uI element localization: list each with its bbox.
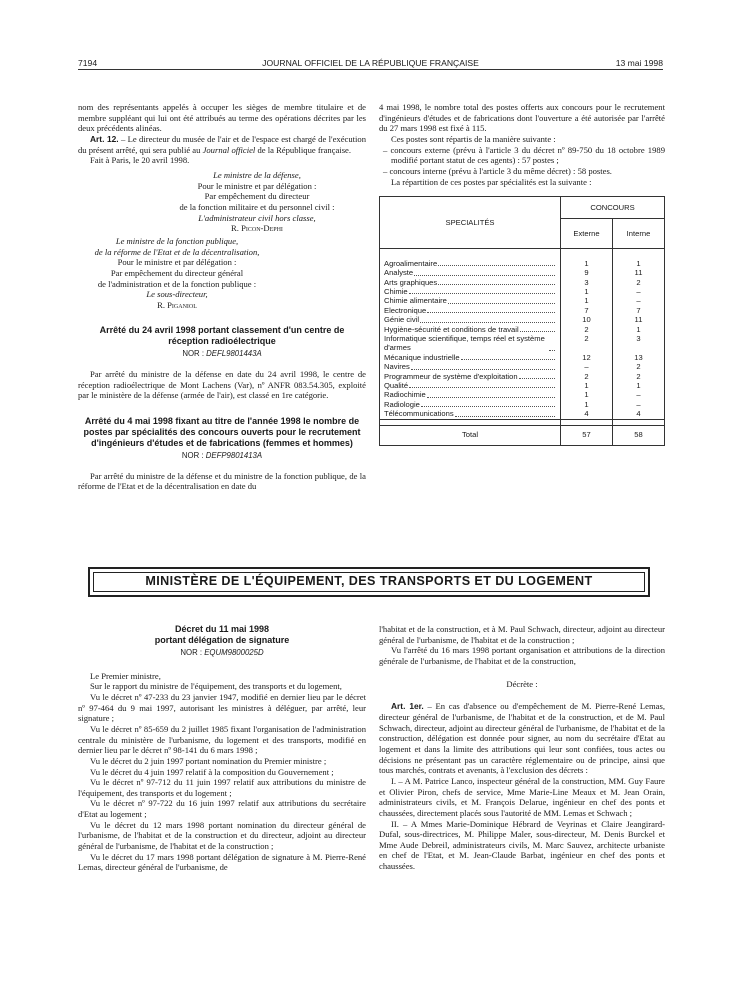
table-cell-externe: 12 (561, 353, 613, 362)
list-item: – concours externe (prévu à l'article 3 du décret nº 89-750 du 18 octobre 1989 modifié portant statut de ces agents) : 57 postes ; (383, 144, 665, 166)
table-cell-specialite: Chimie alimentaire (380, 296, 561, 305)
table-header-specialites: SPECIALITÉS (380, 197, 561, 249)
table-cell-interne: – (613, 296, 665, 305)
page-number: 7194 (78, 58, 98, 68)
table-cell-interne: 2 (613, 372, 665, 381)
table-row (380, 287, 665, 296)
nor-reference-1: NOR : DEFL9801443A (182, 349, 262, 359)
paragraph: Vu l'arrêté du 16 mars 1998 portant organisation et attributions de la direction générale de l'urbanisme, de l'habitat et de la construction, (379, 645, 665, 666)
table-cell-interne: 7 (613, 306, 665, 315)
table-cell-specialite: Informatique scientifique, temps réel et système d'armes (380, 334, 561, 353)
table-cell-specialite: Télécommunications (380, 409, 561, 419)
top-right-column (379, 102, 665, 446)
table-cell-specialite: Programmeur de système d'exploitation (380, 372, 561, 381)
table-total-row (380, 425, 665, 445)
paragraph: Vu le décret du 2 juin 1997 portant nomination du Premier ministre ; (90, 755, 327, 766)
journal-title: JOURNAL OFFICIEL DE LA RÉPUBLIQUE FRANÇAISE (262, 58, 479, 68)
paragraph: Ces postes sont répartis de la manière suivante : (391, 133, 556, 144)
table-cell-specialite: Agroalimentaire (380, 259, 561, 268)
table-row (380, 268, 665, 277)
paragraph: I. – A M. Patrice Lanco, inspecteur général de la construction, MM. Guy Faure et Olivier Piron, chefs de service, Mme Marie-Line Meaux et M. Jean Orain, administrateurs civils, et M. François Delarue, ingénieur en chef des ponts et chaussées, directement placés sous l'autorité de MM. Lemas et Schwach ; (379, 775, 665, 818)
decret-subtitle: portant délégation de signature (154, 634, 290, 645)
article-1: Art. 1er. – En cas d'absence ou d'empêchement de M. Pierre-René Lemas, directeur général de l'urbanisme, de l'habitat et de la construction, et de M. Paul Schwach, directeur, adjoint au directeur général de l'urbanisme, de l'habitat et de la construction, délégation est donnée pour signer, au nom du secrétaire d'Etat au logement et dans la limite des attributions qui leur sont confiées, tous actes ou décisions ne présentant pas un caractère réglementaire ou de principe, ainsi que tous marchés, contrats et avenants, à l'exclusion des décrets : (379, 701, 665, 776)
article-label: Art. 12. (90, 133, 119, 144)
signatory-name: R. Piganiol (157, 299, 197, 310)
table-cell-externe: 4 (561, 409, 613, 419)
total-interne: 58 (613, 425, 665, 445)
table-cell-externe: 2 (561, 325, 613, 334)
table-cell-specialite: Analyste (380, 268, 561, 277)
table-cell-interne: 2 (613, 362, 665, 371)
paragraph: Vu le décret nº 97-712 du 11 juin 1997 relatif aux attributions du ministre de l'équipement, des transports et du logement ; (78, 777, 366, 798)
decret-title: Décret du 11 mai 1998 (174, 624, 270, 634)
paragraph: Par arrêté du ministre de la défense et du ministre de la fonction publique, de la réforme de l'Etat et de la décentralisation en date du (78, 470, 366, 492)
table-cell-specialite: Chimie (380, 287, 561, 296)
bottom-right-column (379, 624, 665, 872)
table-cell-specialite: Mécanique industrielle (380, 353, 561, 362)
table-cell-interne: 11 (613, 315, 665, 324)
table-cell-externe: 1 (561, 259, 613, 268)
table-cell-interne: 1 (613, 325, 665, 334)
table-cell-externe: 2 (561, 372, 613, 381)
decrete-heading: Décrète : (506, 678, 538, 689)
issue-date: 13 mai 1998 (615, 58, 663, 68)
table-cell-specialite: Navires (380, 362, 561, 371)
table-cell-specialite: Qualité (380, 381, 561, 390)
table-cell-specialite: Hygiène-sécurité et conditions de travail (380, 325, 561, 334)
table-row (380, 353, 665, 362)
table-cell-externe: 1 (561, 296, 613, 305)
ministry-title: MINISTÈRE DE L'ÉQUIPEMENT, DES TRANSPORTS ET DU LOGEMENT (145, 574, 593, 589)
ministry-banner (88, 567, 650, 597)
table-cell-specialite: Génie civil (380, 315, 561, 324)
paragraph: Vu le décret nº 47-233 du 23 janvier 1947, modifié en dernier lieu par le décret nº 97-464 du 9 mai 1997, autorisant les ministres à déléguer, par arrêté, leur signature ; (78, 691, 366, 724)
arrete-title-2: Arrêté du 4 mai 1998 fixant au titre de l'année 1998 le nombre de postes par spécialités des concours ouverts pour le recrutement d'ingénieurs d'études et de fabrications (femmes et hommes) (83, 416, 361, 448)
table-row (380, 372, 665, 381)
table-cell-interne: 11 (613, 268, 665, 277)
table-cell-interne: 3 (613, 334, 665, 353)
paragraph: Sur le rapport du ministre de l'équipement, des transports et du logement, (90, 681, 342, 692)
table-cell-specialite: Radiologie (380, 400, 561, 409)
list-item: – concours interne (prévu à l'article 3 du même décret) : 58 postes. (383, 165, 612, 176)
table-cell-interne: – (613, 400, 665, 409)
paragraph: II. – A Mmes Marie-Dominique Hébrard de Veyrinas et Claire Jeangirard-Dufal, sous-directrices, M. Philippe Maler, sous-directeur, M. Denis Burckel et Mme Aude Debreil, administrateurs civils, M. Marc Sauvez, architecte urbaniste en chef de l'Etat, et M. Jean-Claude Barbat, ingénieur en chef des ponts et chaussées. (379, 818, 665, 872)
signatory-name: R. Picon-Dephi (231, 223, 283, 234)
table-cell-externe: 9 (561, 268, 613, 277)
table-cell-specialite: Arts graphiques (380, 278, 561, 287)
paragraph: 4 mai 1998, le nombre total des postes offerts aux concours pour le recrutement d'ingénieurs d'études et de fabrications dont l'ouverture a été autorisée par l'arrêté du 27 mars 1998 est fixé à 115. (379, 102, 665, 134)
table-row (380, 409, 665, 419)
table-header-interne: Interne (613, 219, 665, 249)
table-cell-interne: 1 (613, 381, 665, 390)
table-row (380, 306, 665, 315)
table-cell-interne: 13 (613, 353, 665, 362)
nor-reference-3: NOR : EQUM9800025D (180, 647, 264, 657)
table-cell-interne: – (613, 287, 665, 296)
paragraph: La répartition de ces postes par spécialités est la suivante : (391, 176, 592, 187)
paragraph: Vu le décret du 17 mars 1998 portant délégation de signature à M. Pierre-René Lemas, directeur général de l'urbanisme, de (78, 851, 366, 873)
table-cell-interne: – (613, 390, 665, 399)
specialites-table (379, 196, 665, 445)
table-cell-externe: 7 (561, 306, 613, 315)
paragraph: Vu le décret nº 85-659 du 2 juillet 1985 fixant l'organisation de l'administration centrale du ministère de l'urbanisme, du logement et des transports, modifié en dernier lieu par le décret nº 98-141 du 6 mars 1998 ; (78, 723, 366, 756)
paragraph: Vu le décret du 12 mars 1998 portant nomination du directeur général de l'urbanisme, de l'habitat et de la construction et du directeur, adjoint au directeur général de l'urbanisme, de l'habitat et de la construction ; (78, 819, 366, 852)
table-row (380, 390, 665, 399)
paragraph: Le Premier ministre, (90, 670, 161, 681)
table-header-concours: CONCOURS (561, 197, 665, 219)
table-cell-externe: 1 (561, 287, 613, 296)
paragraph: l'habitat et de la construction, et à M. Paul Schwach, directeur, adjoint au directeur général de l'urbanisme, de l'habitat et de la construction ; (379, 624, 665, 645)
table-row (380, 278, 665, 287)
signature-block-2: Le ministre de la fonction publique, de la réforme de l'Etat et de la décentralisation, Pour le ministre et par délégation : Par empêchement du directeur général de l'administration et de la fonction publique : Le sous-directeur, R. Piganiol (78, 236, 366, 311)
total-externe: 57 (561, 425, 613, 445)
table-cell-externe: 1 (561, 390, 613, 399)
nor-reference-2: NOR : DEFP9801413A (181, 450, 263, 460)
article-12: Art. 12. – Le directeur du musée de l'air et de l'espace est chargé de l'exécution du présent arrêté, qui sera publié au Journal officiel de la République française. (78, 133, 366, 155)
table-row (380, 400, 665, 409)
table-row (380, 315, 665, 324)
paragraph: Vu le décret du 4 juin 1997 relatif à la composition du Gouvernement ; (90, 766, 334, 777)
table-cell-externe: 2 (561, 334, 613, 353)
table-row (380, 362, 665, 371)
table-cell-interne: 4 (613, 409, 665, 419)
table-cell-interne: 1 (613, 259, 665, 268)
table-row (380, 259, 665, 268)
table-header-externe: Externe (561, 219, 613, 249)
table-cell-specialite: Radiochimie (380, 390, 561, 399)
table-row (380, 334, 665, 353)
table-cell-externe: 3 (561, 278, 613, 287)
top-left-column (78, 102, 366, 492)
table-row (380, 325, 665, 334)
table-cell-externe: 10 (561, 315, 613, 324)
paragraph: Par arrêté du ministre de la défense en date du 24 avril 1998, le centre de réception radioélectrique de Mont Lachens (Var), nº ANFR 083.54.305, exploité par le ministère de la défense (armée de l'air), est classé en 1re catégorie. (78, 369, 366, 401)
paragraph: nom des représentants appelés à occuper les sièges de membre titulaire et de membre suppléant qui lui ont été attribués au terme des opérations décrites par les deux précédents alinéas. (78, 102, 366, 134)
total-label: Total (380, 425, 561, 445)
table-cell-externe: 1 (561, 381, 613, 390)
table-row (380, 296, 665, 305)
table-cell-specialite: Electronique (380, 306, 561, 315)
signature-place-date: Fait à Paris, le 20 avril 1998. (90, 155, 190, 166)
table-cell-externe: 1 (561, 400, 613, 409)
page-header (78, 58, 663, 70)
table-cell-externe: – (561, 362, 613, 371)
arrete-title-1: Arrêté du 24 avril 1998 portant classement d'un centre de réception radioélectrique (99, 325, 345, 347)
table-cell-interne: 2 (613, 278, 665, 287)
signature-block-1: Le ministre de la défense, Pour le ministre et par délégation : Par empêchement du directeur de la fonction militaire et du personnel civil : L'administrateur civil hors classe, R. Picon-Dephi (78, 170, 366, 234)
table-row (380, 381, 665, 390)
paragraph: Vu le décret nº 97-722 du 16 juin 1997 relatif aux attributions du secrétaire d'Etat au logement ; (78, 798, 366, 820)
bottom-left-column (78, 624, 366, 873)
article-label: Art. 1er. (391, 701, 424, 712)
